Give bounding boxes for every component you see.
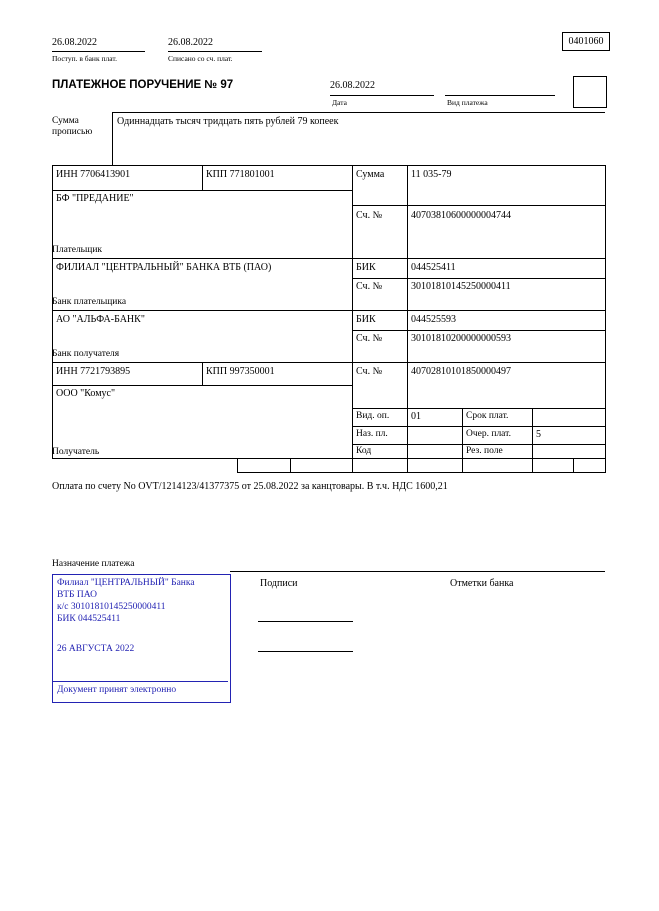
purpose-text: Оплата по счету No OVT/1214123/41377375 от 25.08.2022 за канцтовары. В т.ч. НДС 1600,21: [52, 481, 448, 492]
grid-line: [573, 458, 574, 472]
amount-words-label-1: Сумма: [52, 116, 79, 126]
pay-term-label: Срок плат.: [466, 411, 509, 421]
grid-line: [52, 165, 53, 458]
grid-line: [352, 165, 353, 472]
grid-line: [352, 408, 605, 409]
grid-line: [352, 426, 605, 427]
divider: [112, 112, 113, 165]
payer-name: БФ "ПРЕДАНИЕ": [56, 193, 134, 204]
document-date: 26.08.2022: [330, 80, 375, 91]
stamp-note: Документ принят электронно: [57, 685, 177, 695]
payment-type-label: Вид платежа: [447, 98, 488, 107]
code-label: Код: [356, 446, 372, 456]
grid-line: [605, 165, 606, 473]
grid-line: [352, 444, 605, 445]
payer-bank-bik-label: БИК: [356, 262, 376, 273]
payer-bank-account: 30101810145250000411: [411, 281, 511, 292]
payee-account: 40702810101850000497: [411, 366, 511, 377]
payee-bank-bik-label: БИК: [356, 314, 376, 325]
grid-line: [202, 165, 203, 190]
stamp-bank-name-2: ВТБ ПАО: [57, 590, 97, 600]
payee-bank-account-label: Сч. №: [356, 333, 383, 344]
payee-bank-bik: 044525593: [411, 314, 456, 325]
op-type-label: Вид. оп.: [356, 411, 390, 421]
payer-bank-account-label: Сч. №: [356, 281, 383, 292]
stamp-divider: [53, 681, 228, 682]
grid-line: [407, 165, 408, 472]
grid-line: [52, 258, 605, 259]
payer-account: 40703810600000004744: [411, 210, 511, 221]
document-title: ПЛАТЕЖНОЕ ПОРУЧЕНИЕ № 97: [52, 79, 234, 91]
payee-bank-section-label: Банк получателя: [52, 349, 120, 359]
grid-line: [290, 458, 291, 472]
grid-line: [532, 408, 533, 472]
grid-line: [52, 362, 605, 363]
payee-bank-name: АО "АЛЬФА-БАНК": [56, 314, 145, 325]
grid-line: [202, 362, 203, 385]
amount-value: 11 035-79: [411, 169, 452, 180]
payer-bank-section-label: Банк плательщика: [52, 297, 127, 307]
payer-bank-bik: 044525411: [411, 262, 456, 273]
payment-type-box: [573, 76, 607, 108]
date-debited: 26.08.2022: [168, 37, 213, 48]
payer-bank-name: ФИЛИАЛ "ЦЕНТРАЛЬНЫЙ" БАНКА ВТБ (ПАО): [56, 262, 272, 273]
date-label: Дата: [332, 98, 347, 107]
grid-line: [52, 458, 605, 459]
reserve-field-label: Рез. поле: [466, 446, 503, 456]
grid-line: [52, 165, 605, 166]
payee-bank-account: 30101810200000000593: [411, 333, 511, 344]
stamp-bank-name-1: Филиал "ЦЕНТРАЛЬНЫЙ" Банка: [57, 578, 195, 588]
signature-line: [258, 621, 353, 622]
date-received: 26.08.2022: [52, 37, 97, 48]
amount-words-label-2: прописью: [52, 127, 93, 137]
payer-account-label: Сч. №: [356, 210, 383, 221]
date-debited-label: Списано со сч. плат.: [168, 54, 233, 63]
signature-line: [258, 651, 353, 652]
grid-line: [237, 472, 606, 473]
divider: [330, 95, 434, 96]
payee-kpp: КПП 997350001: [206, 366, 275, 377]
payer-inn: ИНН 7706413901: [56, 169, 131, 180]
stamp-corr-account: к/с 30101810145250000411: [57, 602, 166, 612]
grid-line: [462, 408, 463, 472]
signatures-label: Подписи: [260, 578, 298, 589]
grid-line: [352, 205, 605, 206]
bank-stamp: [52, 574, 231, 703]
stamp-bik: БИК 044525411: [57, 614, 121, 624]
divider: [168, 51, 262, 52]
priority-label: Очер. плат.: [466, 429, 511, 439]
payee-name: ООО "Комус": [56, 388, 116, 399]
payer-section-label: Плательщик: [52, 245, 103, 255]
divider: [52, 51, 145, 52]
payee-account-label: Сч. №: [356, 366, 383, 377]
payer-kpp: КПП 771801001: [206, 169, 275, 180]
grid-line: [237, 458, 238, 472]
divider: [112, 112, 605, 113]
amount-label: Сумма: [356, 169, 385, 180]
payee-section-label: Получатель: [52, 447, 100, 457]
grid-line: [52, 385, 352, 386]
divider: [230, 571, 605, 572]
grid-line: [352, 330, 605, 331]
divider: [445, 95, 555, 96]
purpose-label: Назначение платежа: [52, 559, 135, 569]
priority-value: 5: [536, 429, 541, 440]
grid-line: [52, 190, 352, 191]
op-type-value: 01: [411, 411, 421, 422]
payee-inn: ИНН 7721793895: [56, 366, 131, 377]
grid-line: [52, 310, 605, 311]
form-code: 0401060: [562, 32, 610, 51]
bank-marks-label: Отметки банка: [450, 578, 514, 589]
amount-words-value: Одиннадцать тысяч тридцать пять рублей 79 копеек: [117, 116, 339, 127]
date-received-label: Поступ. в банк плат.: [52, 54, 117, 63]
stamp-date: 26 АВГУСТА 2022: [57, 644, 135, 654]
grid-line: [352, 278, 605, 279]
purpose-code-label: Наз. пл.: [356, 429, 388, 439]
